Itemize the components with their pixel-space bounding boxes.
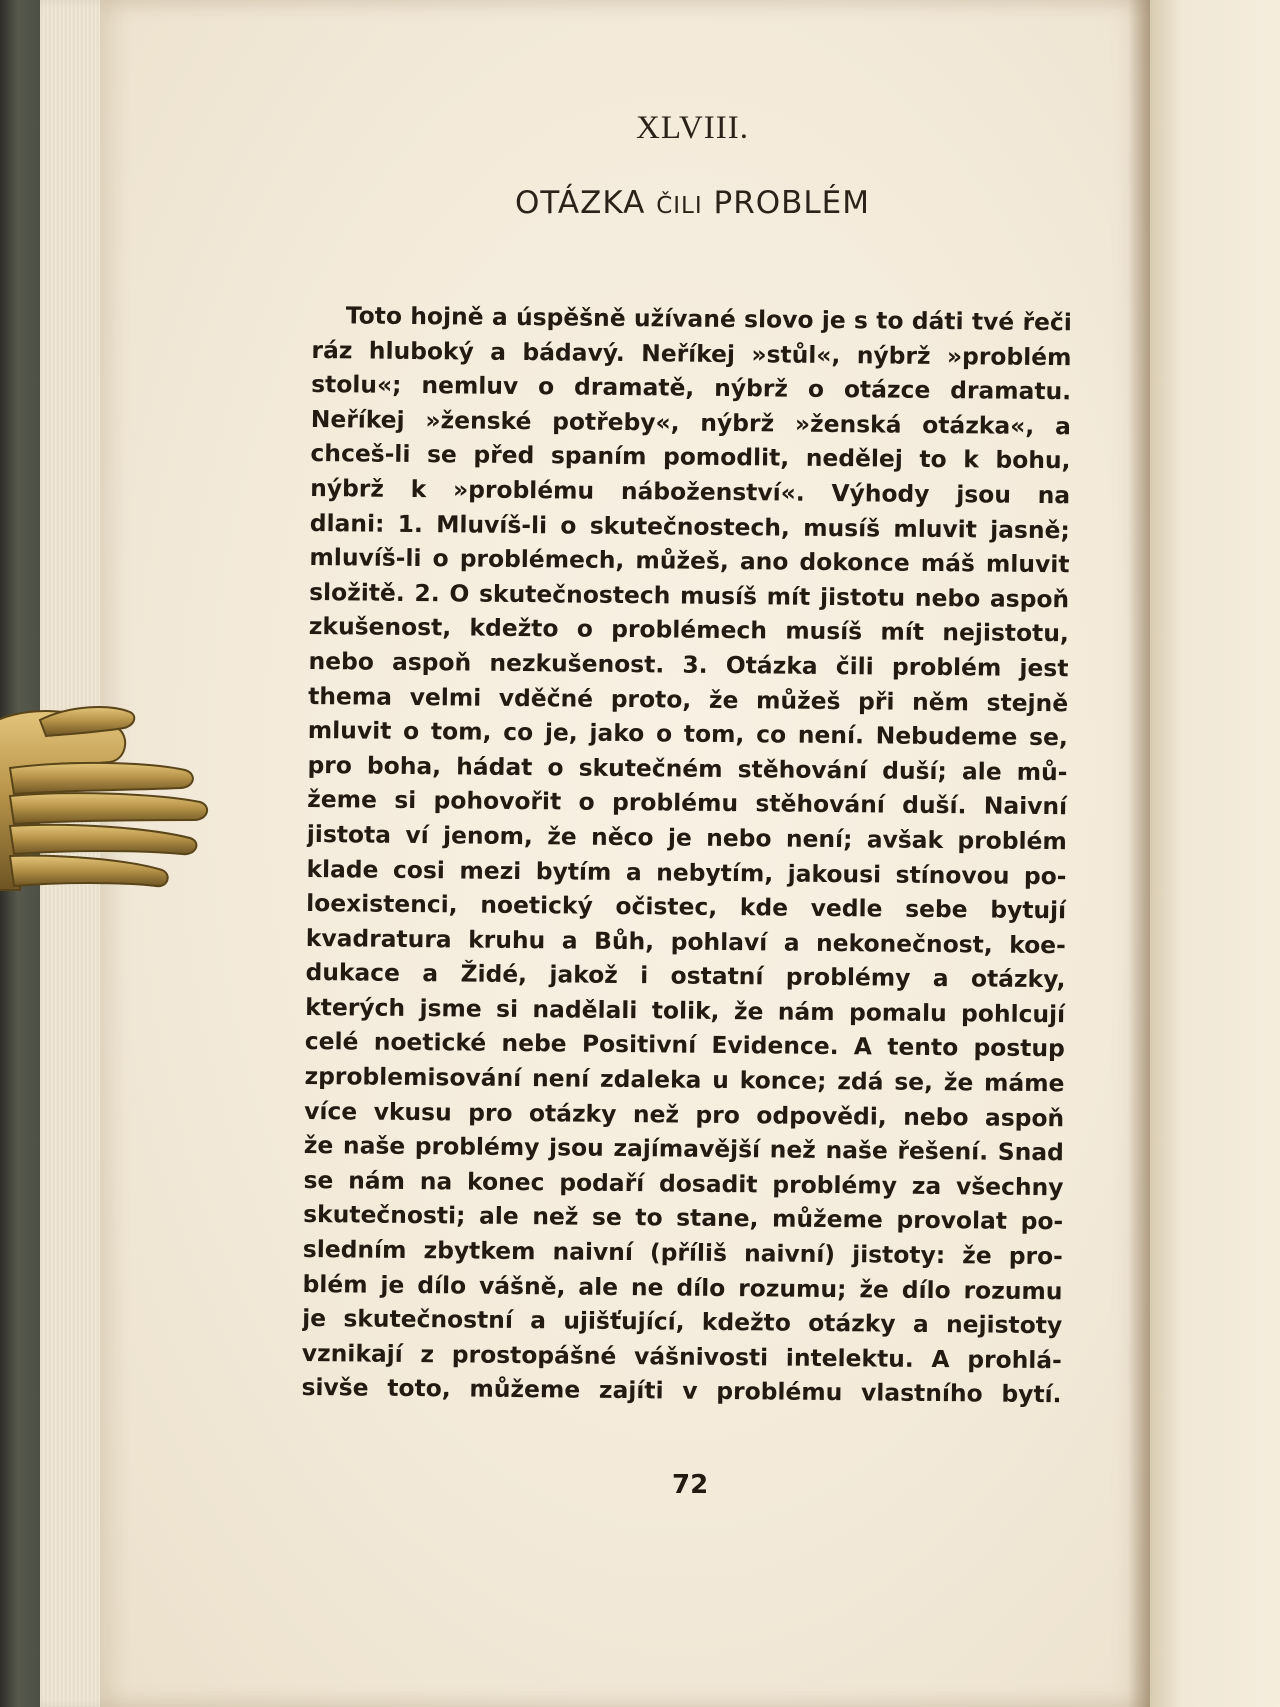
text-line: chceš-li se před spaním pomodlit, nedělej to k bohu, [310, 439, 1071, 475]
text-line: dukace a Židé, jakož i ostatní problémy a otázky, [305, 958, 1066, 994]
text-line: že naše problémy jsou zajímavější než naše řešení. Snad [303, 1131, 1064, 1167]
text-line: nýbrž k »problému náboženství«. Výhody jsou na [310, 473, 1071, 510]
text-line: celé noetické nebe Positivní Evidence. A tento postup [304, 1027, 1065, 1063]
chapter-title-part-3: PROBLÉM [702, 185, 871, 221]
text-line: klade cosi mezi bytím a nebytím, jakousi stínovou po- [306, 854, 1067, 890]
text-line: mluvit o tom, co je, jako o tom, co není. Nebudeme se, [307, 716, 1068, 752]
text-line: Toto hojně a úspěšně užívané slovo je s to dáti tvé řeči [345, 301, 1072, 337]
page-number: 72 [672, 1470, 709, 1500]
text-line: více vkusu pro otázky než pro odpovědi, nebo aspoň [304, 1096, 1065, 1132]
text-line: kvadratura kruhu a Bůh, pohlaví a nekonečnost, koe- [305, 923, 1066, 959]
text-line: mluvíš-li o problémech, můžeš, ano dokonce máš mluvit [309, 543, 1070, 579]
text-line: skutečnosti; ale než se to stane, můžeme provolat po- [303, 1200, 1064, 1236]
text-line: se nám na konec podaří dosadit problémy za všechny [303, 1165, 1064, 1202]
text-line: složitě. 2. O skutečnostech musíš mít jistotu nebo aspoň [309, 577, 1070, 614]
text-line: kterých jsme si nadělali tolik, že nám pomalu pohlcují [305, 992, 1066, 1029]
text-line: je skutečnostní a ujišťující, kdežto otázky a nejistoty [302, 1304, 1063, 1340]
text-line: blém je dílo vášně, ale ne dílo rozumu; že dílo rozumu [302, 1269, 1063, 1305]
chapter-body [301, 298, 1072, 1412]
text-line: sledním zbytkem naivní (příliš naivní) jistoty: že pro- [302, 1234, 1063, 1271]
text-line: vznikají z prostopášné vášnivosti intelektu. A prohlá- [301, 1338, 1062, 1375]
text-line: Neříkej »ženské potřeby«, nýbrž »ženská otázka«, a [310, 404, 1071, 441]
text-line: zproblemisování není zdaleka u konce; zdá se, že máme [304, 1062, 1065, 1098]
chapter-title-part-2: ČILI [656, 193, 703, 219]
text-line: stolu«; nemluv o dramatě, nýbrž o otázce dramatu. [311, 370, 1072, 406]
text-line: pro boha, hádat o skutečném stěhování duší; ale mů- [307, 750, 1068, 786]
brass-hand-bookmark-icon[interactable] [0, 690, 240, 920]
text-line: jistota ví jenom, že něco je nebo není; avšak problém [306, 819, 1067, 856]
chapter-title-part-1: OTÁZKA [514, 185, 657, 221]
facing-page [1150, 0, 1280, 1707]
chapter-number: XLVIII. [635, 110, 749, 146]
text-line: žeme si pohovořit o problému stěhování duší. Naivní [307, 785, 1068, 821]
text-line: ráz hluboký a bádavý. Neříkej »stůl«, nýbrž »problém [311, 335, 1072, 371]
chapter-title [0, 185, 1280, 221]
text-line: zkušenost, kdežto o problémech musíš mít nejistotu, [308, 612, 1069, 648]
text-line: thema velmi vděčné proto, že můžeš při něm stejně [308, 681, 1069, 717]
text-line: loexistenci, noetický očistec, kde vedle sebe bytují [306, 889, 1067, 925]
text-line: sivše toto, můžeme zajíti v problému vlastního bytí. [301, 1373, 1062, 1409]
text-line: nebo aspoň nezkušenost. 3. Otázka čili problém jest [308, 646, 1069, 683]
text-line: dlani: 1. Mluvíš-li o skutečnostech, musíš mluvit jasně; [309, 508, 1070, 544]
